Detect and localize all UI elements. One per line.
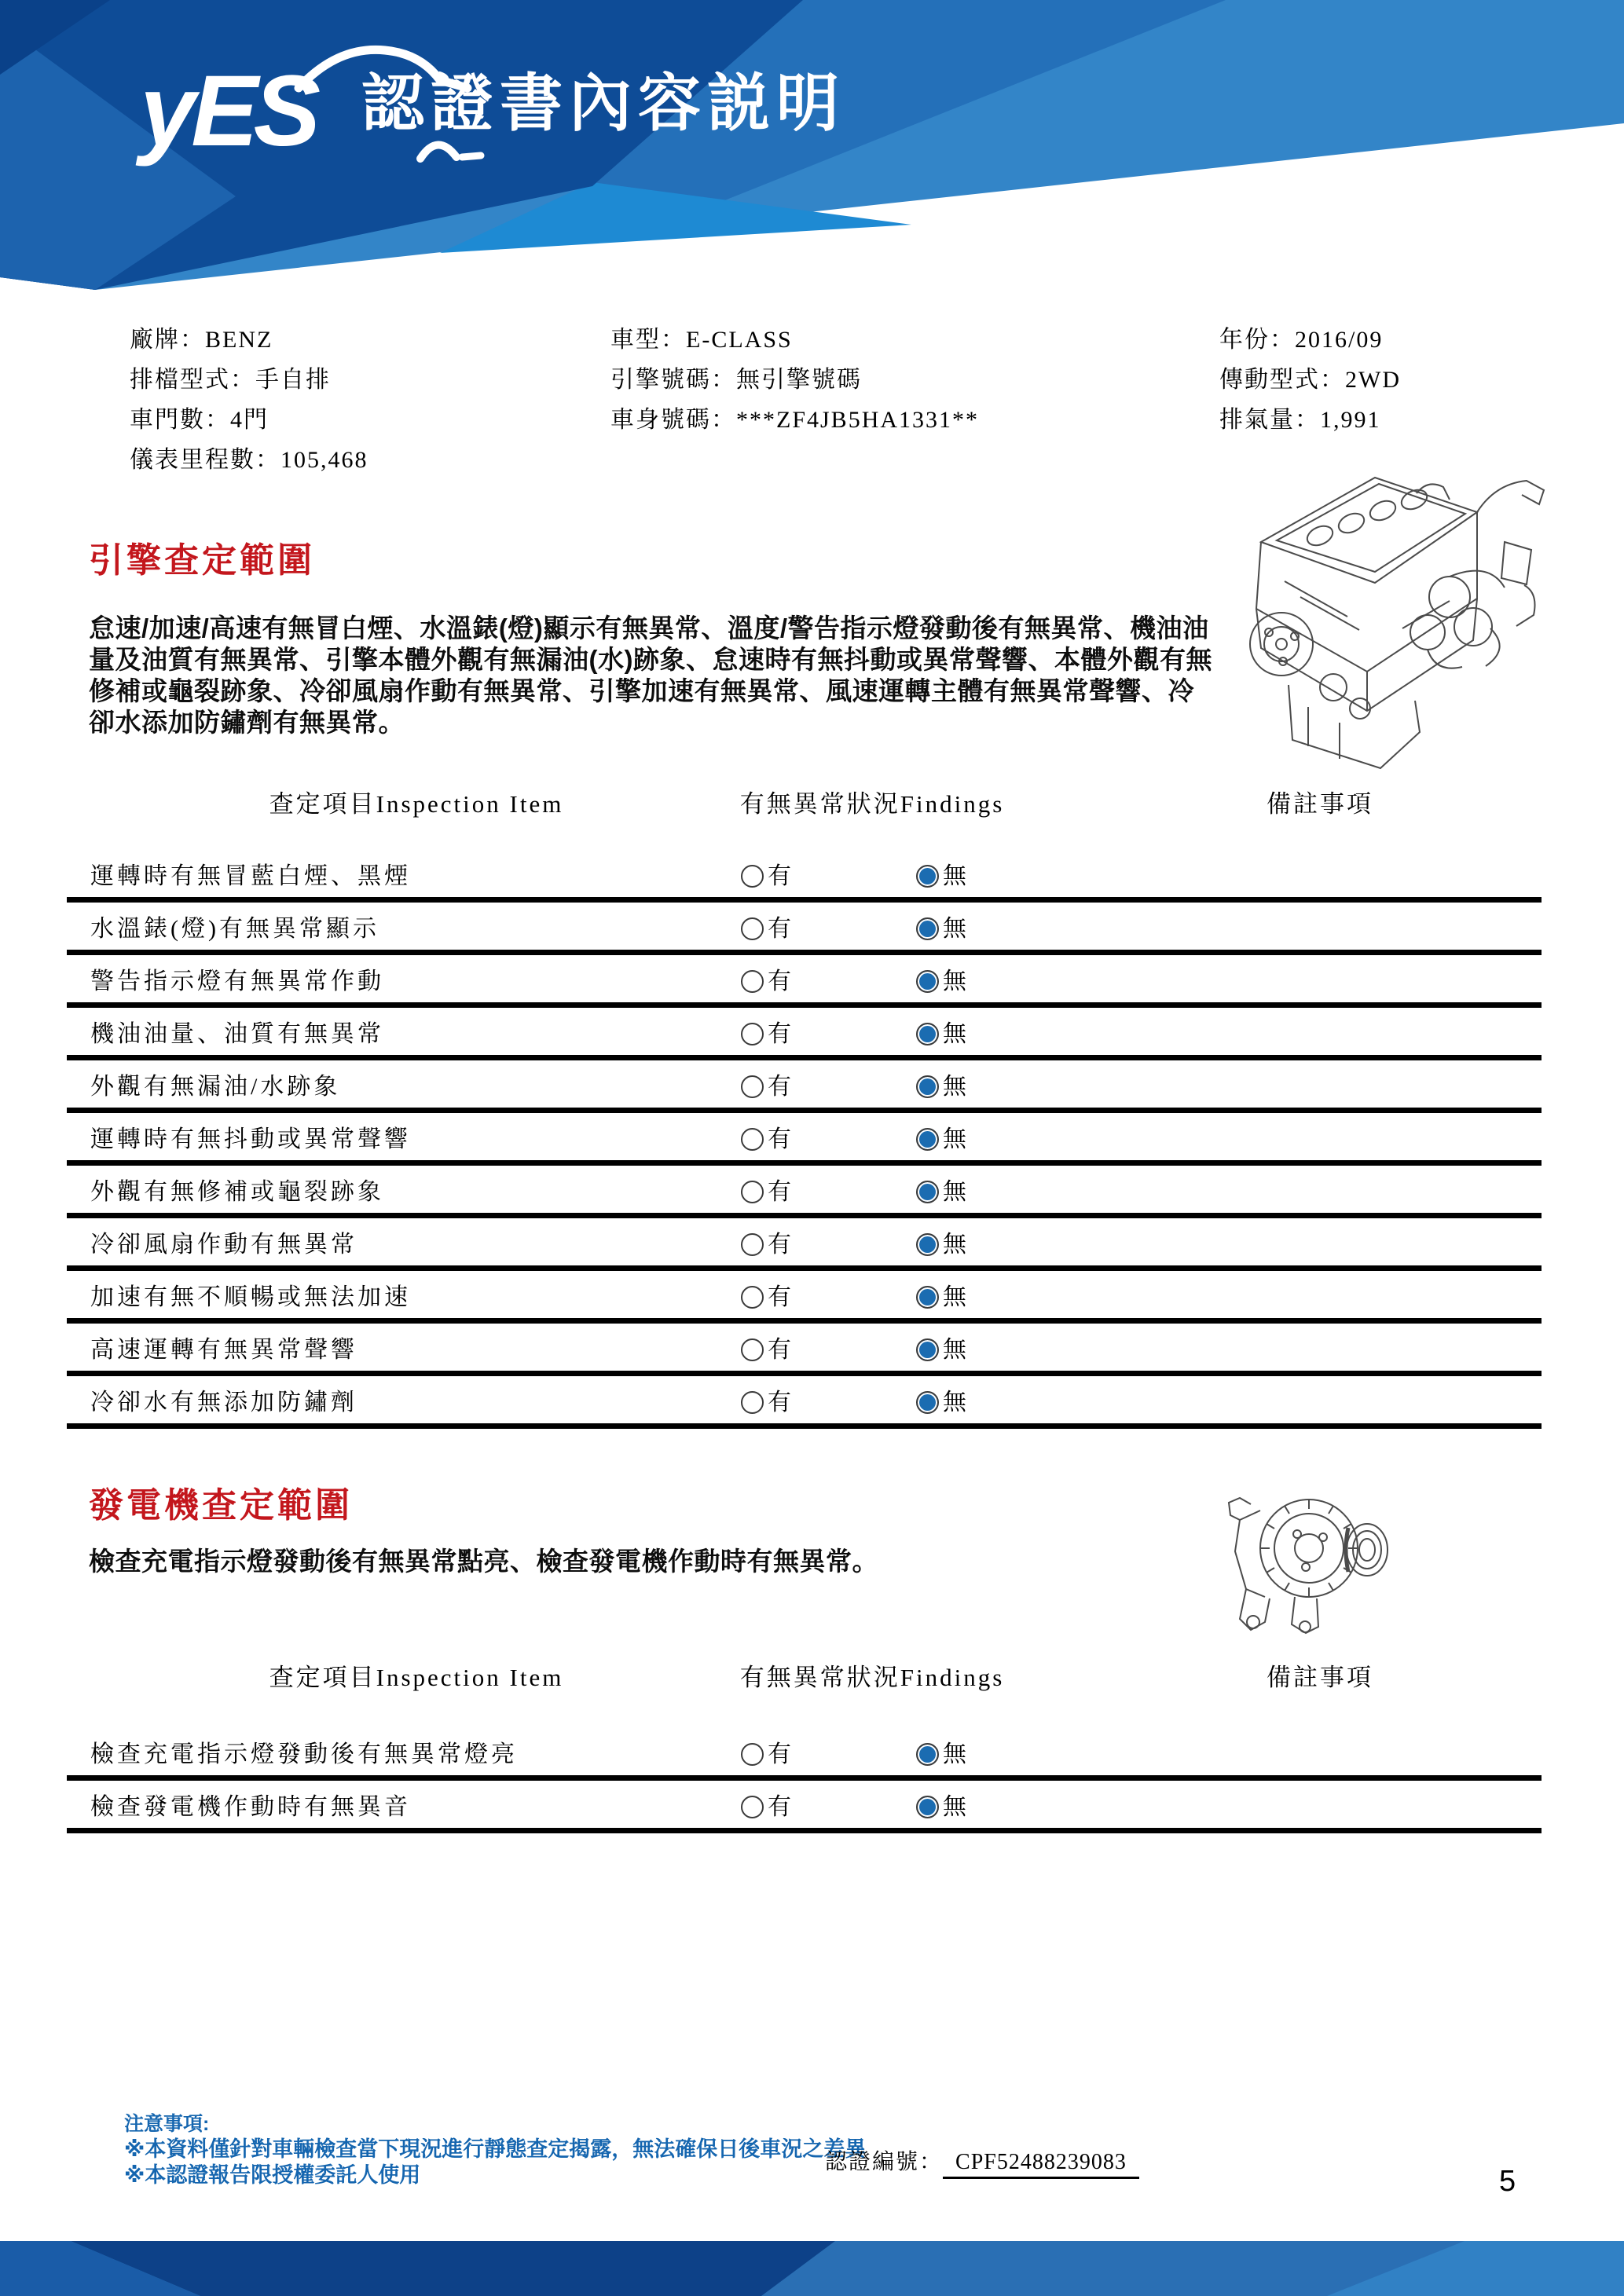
finding-option-no[interactable] bbox=[916, 1734, 966, 1769]
engine-inspection-table bbox=[67, 850, 1542, 1429]
finding-option-label: 有 bbox=[768, 1126, 791, 1152]
finding-option-no[interactable] bbox=[916, 1382, 966, 1417]
col-inspection-item: 查定項目Inspection Item bbox=[269, 1664, 564, 1691]
radio-yes-icon[interactable] bbox=[741, 865, 764, 888]
radio-yes-icon[interactable] bbox=[741, 970, 764, 993]
finding-option-no[interactable] bbox=[916, 1014, 966, 1049]
generator-section-heading: 發電機查定範圍 bbox=[89, 1486, 353, 1525]
note-line-1: ※本資料僅針對車輛檢查當下現況進行靜態查定揭露，無法確保日後車況之差異 bbox=[124, 2137, 867, 2161]
col-remarks: 備註事項 bbox=[1267, 790, 1373, 818]
finding-option-label: 有 bbox=[768, 969, 791, 994]
radio-yes-icon[interactable] bbox=[741, 1796, 764, 1818]
inspection-row bbox=[67, 1271, 1542, 1324]
finding-option-yes[interactable] bbox=[741, 1330, 791, 1364]
finding-option-no[interactable] bbox=[916, 909, 966, 943]
info-model: 車型：E-CLASS bbox=[610, 327, 793, 353]
inspection-row bbox=[67, 1218, 1542, 1271]
info-displacement: 排氣量：1,991 bbox=[1219, 407, 1381, 433]
inspection-item-label: 水溫錶(燈)有無異常顯示 bbox=[90, 916, 379, 942]
finding-option-yes[interactable] bbox=[741, 1734, 791, 1769]
finding-option-no[interactable] bbox=[916, 856, 966, 891]
inspection-row bbox=[67, 1728, 1542, 1781]
notes-title: 注意事項: bbox=[124, 2113, 210, 2135]
finding-option-yes[interactable] bbox=[741, 1014, 791, 1049]
generator-inspection-table bbox=[67, 1728, 1542, 1833]
finding-option-no[interactable] bbox=[916, 1787, 966, 1822]
certificate-number-value: CPF52488239083 bbox=[943, 2150, 1139, 2179]
finding-option-yes[interactable] bbox=[741, 1382, 791, 1417]
radio-yes-icon[interactable] bbox=[741, 1075, 764, 1098]
finding-option-label: 無 bbox=[943, 863, 966, 889]
radio-no-icon[interactable] bbox=[916, 865, 939, 888]
yes-logo: yES bbox=[140, 55, 316, 167]
inspection-item-label: 檢查充電指示燈發動後有無異常燈亮 bbox=[90, 1741, 518, 1767]
info-brand: 廠牌：BENZ bbox=[130, 327, 273, 353]
finding-option-yes[interactable] bbox=[741, 1119, 791, 1154]
certificate-number-label: 認證編號： bbox=[825, 2150, 944, 2174]
radio-no-icon[interactable] bbox=[916, 1023, 939, 1045]
finding-option-no[interactable] bbox=[916, 1067, 966, 1101]
radio-no-icon[interactable] bbox=[916, 1233, 939, 1256]
generator-table-header bbox=[0, 1657, 1624, 1692]
inspection-item-label: 外觀有無漏油/水跡象 bbox=[90, 1074, 341, 1100]
radio-no-icon[interactable] bbox=[916, 1743, 939, 1766]
radio-no-icon[interactable] bbox=[916, 970, 939, 993]
finding-option-no[interactable] bbox=[916, 1277, 966, 1312]
finding-option-no[interactable] bbox=[916, 1119, 966, 1154]
finding-option-label: 有 bbox=[768, 1794, 791, 1820]
finding-option-no[interactable] bbox=[916, 1172, 966, 1207]
finding-option-yes[interactable] bbox=[741, 856, 791, 891]
finding-option-label: 無 bbox=[943, 1126, 966, 1152]
finding-option-label: 有 bbox=[768, 916, 791, 942]
finding-option-label: 有 bbox=[768, 1390, 791, 1415]
radio-no-icon[interactable] bbox=[916, 1181, 939, 1203]
info-year: 年份：2016/09 bbox=[1219, 327, 1384, 353]
radio-yes-icon[interactable] bbox=[741, 1181, 764, 1203]
finding-option-no[interactable] bbox=[916, 1330, 966, 1364]
radio-yes-icon[interactable] bbox=[741, 1391, 764, 1414]
inspection-row bbox=[67, 1008, 1542, 1060]
inspection-row bbox=[67, 850, 1542, 903]
inspection-item-label: 機油油量、油質有無異常 bbox=[90, 1021, 384, 1047]
radio-yes-icon[interactable] bbox=[741, 917, 764, 940]
inspection-item-label: 高速運轉有無異常聲響 bbox=[90, 1337, 357, 1363]
inspection-item-label: 運轉時有無抖動或異常聲響 bbox=[90, 1126, 411, 1152]
inspection-item-label: 冷卻風扇作動有無異常 bbox=[90, 1232, 357, 1258]
finding-option-yes[interactable] bbox=[741, 909, 791, 943]
finding-option-label: 無 bbox=[943, 1794, 966, 1820]
radio-yes-icon[interactable] bbox=[741, 1338, 764, 1361]
finding-option-label: 無 bbox=[943, 916, 966, 942]
inspection-item-label: 運轉時有無冒藍白煙、黑煙 bbox=[90, 863, 411, 889]
radio-yes-icon[interactable] bbox=[741, 1286, 764, 1309]
finding-option-yes[interactable] bbox=[741, 1067, 791, 1101]
inspection-row bbox=[67, 1113, 1542, 1166]
inspection-item-label: 冷卻水有無添加防鏽劑 bbox=[90, 1390, 357, 1415]
engine-section-description: 怠速/加速/高速有無冒白煙、水溫錶(燈)顯示有無異常、溫度/警告指示燈發動後有無異常、機油油量及油質有無異常、引擎本體外觀有無漏油(水)跡象、怠速時有無抖動或異常聲響、本體外觀有無修補或龜裂跡象、冷卻風扇作動有無異常、引擎加速有無異常、風速運轉主體有無異常聲響、冷卻水添加防鏽劑有無異常。 bbox=[89, 613, 1212, 737]
col-remarks: 備註事項 bbox=[1267, 1664, 1373, 1691]
engine-section-heading: 引擎查定範圍 bbox=[89, 541, 315, 580]
finding-option-label: 有 bbox=[768, 1074, 791, 1100]
finding-option-yes[interactable] bbox=[741, 1277, 791, 1312]
info-engine-no: 引擎號碼：無引擎號碼 bbox=[610, 367, 862, 393]
finding-option-label: 無 bbox=[943, 1390, 966, 1415]
finding-option-no[interactable] bbox=[916, 1225, 966, 1259]
info-doors: 車門數：4門 bbox=[130, 407, 269, 433]
inspection-item-label: 外觀有無修補或龜裂跡象 bbox=[90, 1179, 384, 1205]
certificate-number-line bbox=[825, 2144, 1139, 2179]
radio-no-icon[interactable] bbox=[916, 1128, 939, 1151]
inspection-row bbox=[67, 1324, 1542, 1376]
finding-option-label: 無 bbox=[943, 1179, 966, 1205]
radio-no-icon[interactable] bbox=[916, 1075, 939, 1098]
finding-option-label: 有 bbox=[768, 1232, 791, 1258]
finding-option-label: 無 bbox=[943, 1074, 966, 1100]
inspection-row bbox=[67, 955, 1542, 1008]
page-title: 認證書內容説明 bbox=[361, 68, 845, 138]
finding-option-no[interactable] bbox=[916, 961, 966, 996]
radio-yes-icon[interactable] bbox=[741, 1023, 764, 1045]
radio-no-icon[interactable] bbox=[916, 1338, 939, 1361]
inspection-item-label: 檢查發電機作動時有無異音 bbox=[90, 1794, 411, 1820]
generator-section-description: 檢查充電指示燈發動後有無異常點亮、檢查發電機作動時有無異常。 bbox=[89, 1547, 878, 1576]
col-findings: 有無異常狀況Findings bbox=[739, 790, 1005, 818]
finding-option-label: 有 bbox=[768, 1284, 791, 1310]
radio-no-icon[interactable] bbox=[916, 1391, 939, 1414]
col-findings: 有無異常狀況Findings bbox=[739, 1664, 1005, 1691]
finding-option-yes[interactable] bbox=[741, 1225, 791, 1259]
alternator-illustration bbox=[1224, 1479, 1405, 1640]
inspection-row bbox=[67, 1376, 1542, 1429]
finding-option-label: 無 bbox=[943, 1232, 966, 1258]
inspection-item-label: 警告指示燈有無異常作動 bbox=[90, 969, 384, 994]
finding-option-label: 有 bbox=[768, 1179, 791, 1205]
info-transmission: 排檔型式：手自排 bbox=[130, 367, 331, 393]
radio-yes-icon[interactable] bbox=[741, 1233, 764, 1256]
finding-option-yes[interactable] bbox=[741, 1172, 791, 1207]
radio-no-icon[interactable] bbox=[916, 1286, 939, 1309]
finding-option-label: 有 bbox=[768, 1741, 791, 1767]
finding-option-yes[interactable] bbox=[741, 961, 791, 996]
info-mileage: 儀表里程數：105,468 bbox=[130, 447, 368, 473]
col-inspection-item: 查定項目Inspection Item bbox=[269, 790, 564, 818]
note-line-2: ※本認證報告限授權委託人使用 bbox=[124, 2163, 421, 2187]
inspection-row bbox=[67, 903, 1542, 955]
info-drivetrain: 傳動型式：2WD bbox=[1219, 367, 1401, 393]
finding-option-label: 有 bbox=[768, 1337, 791, 1363]
finding-option-yes[interactable] bbox=[741, 1787, 791, 1822]
finding-option-label: 無 bbox=[943, 1337, 966, 1363]
finding-option-label: 有 bbox=[768, 1021, 791, 1047]
inspection-row bbox=[67, 1781, 1542, 1833]
page-number: 5 bbox=[1499, 2165, 1516, 2198]
inspection-row bbox=[67, 1060, 1542, 1113]
engine-illustration bbox=[1214, 448, 1564, 774]
radio-yes-icon[interactable] bbox=[741, 1743, 764, 1766]
finding-option-label: 無 bbox=[943, 1741, 966, 1767]
inspection-row bbox=[67, 1166, 1542, 1218]
finding-option-label: 有 bbox=[768, 863, 791, 889]
inspection-item-label: 加速有無不順暢或無法加速 bbox=[90, 1284, 411, 1310]
radio-no-icon[interactable] bbox=[916, 1796, 939, 1818]
footer-banner bbox=[0, 2241, 1624, 2296]
finding-option-label: 無 bbox=[943, 1021, 966, 1047]
radio-yes-icon[interactable] bbox=[741, 1128, 764, 1151]
engine-table-header bbox=[0, 784, 1624, 818]
radio-no-icon[interactable] bbox=[916, 917, 939, 940]
finding-option-label: 無 bbox=[943, 1284, 966, 1310]
finding-option-label: 無 bbox=[943, 969, 966, 994]
info-vin: 車身號碼：***ZF4JB5HA1331** bbox=[610, 407, 980, 433]
